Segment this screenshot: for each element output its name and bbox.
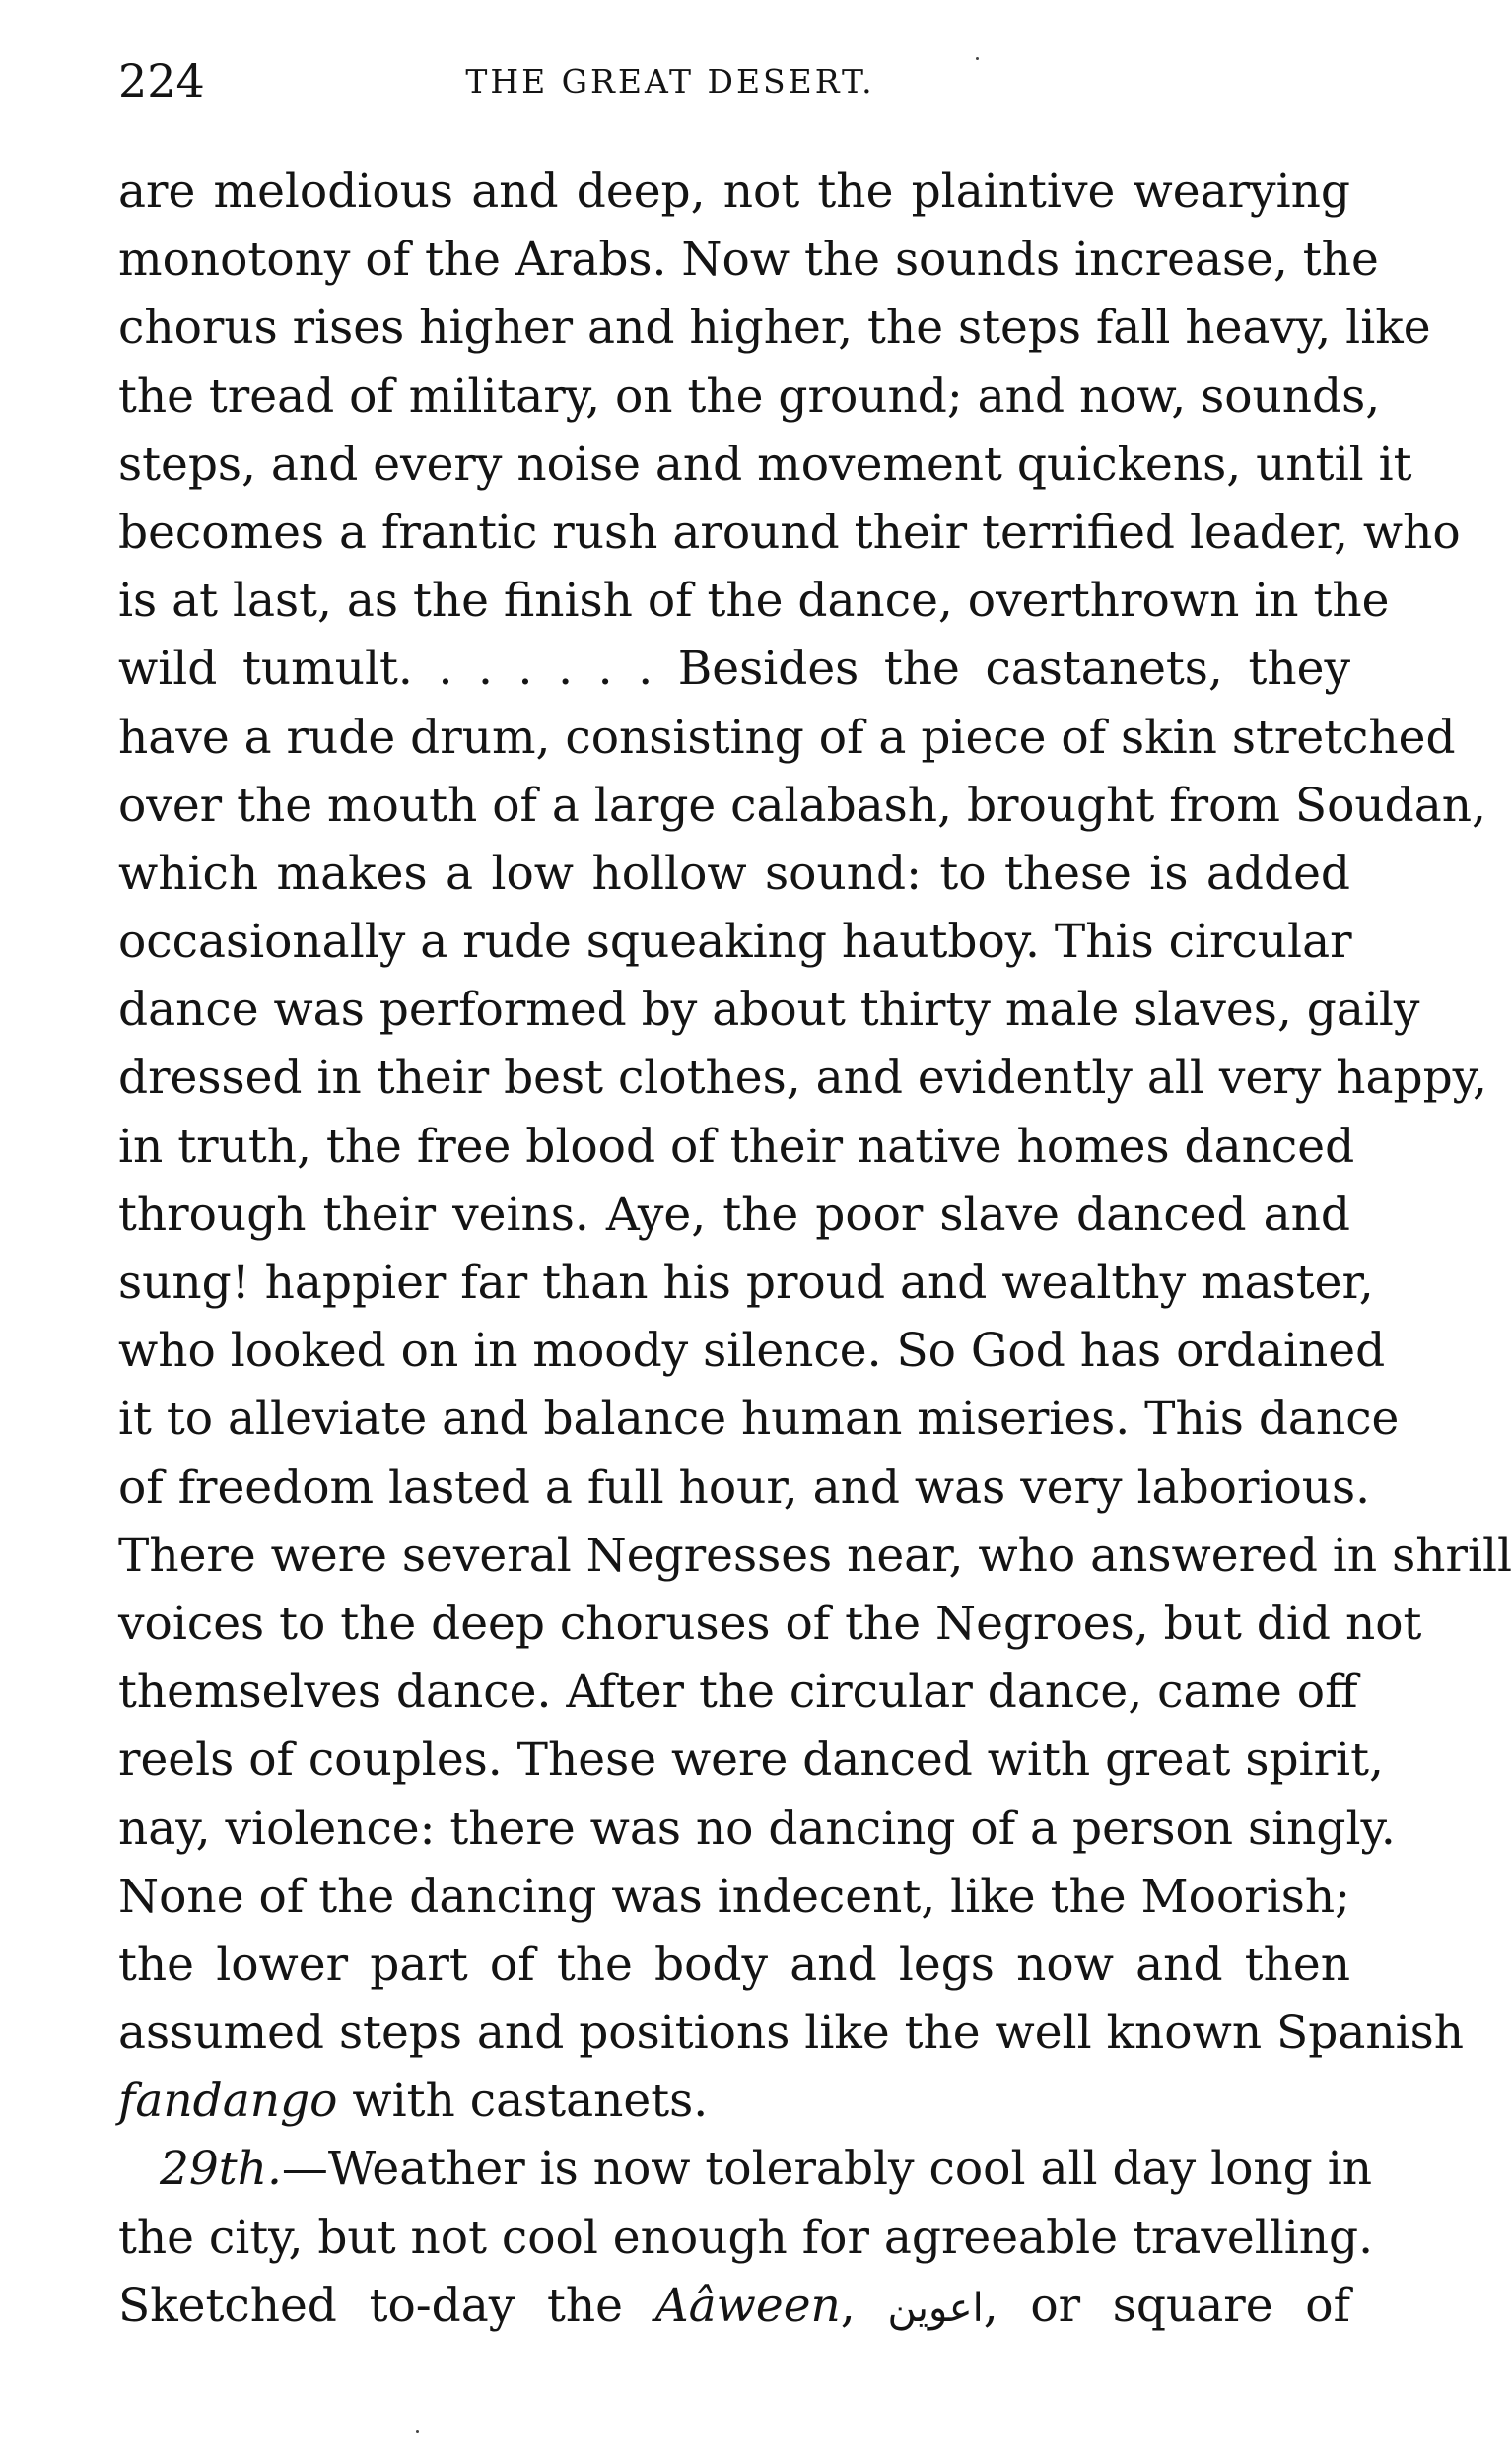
- text-line: over the mouth of a large calabash, brought from Soudan,: [118, 778, 1486, 833]
- print-speck: [416, 2430, 419, 2433]
- print-speck: [976, 57, 979, 60]
- line-text: with castanets.: [337, 2074, 709, 2129]
- text-line: wild tumult. . . . . . . Besides the castanets, they: [118, 642, 1350, 697]
- diary-entry-line-2: the city, but not cool enough for agreeable travelling.: [118, 2210, 1374, 2265]
- text-line: have a rude drum, consisting of a piece of skin stretched: [118, 710, 1456, 765]
- text-line: monotony of the Arabs. Now the sounds increase, the: [118, 233, 1379, 288]
- text-line: dance was performed by about thirty male slaves, gaily: [118, 983, 1420, 1038]
- line-text: , or square of: [983, 2278, 1350, 2333]
- text-line: are melodious and deep, not the plaintive wearying: [118, 165, 1350, 219]
- text-line: nay, violence: there was no dancing of a person singly.: [118, 1801, 1396, 1856]
- fandango-term: fandango: [118, 2074, 338, 2129]
- text-line: dressed in their best clothes, and evidently all very happy,: [118, 1051, 1487, 1106]
- text-line: becomes a frantic rush around their terrified leader, who: [118, 505, 1461, 560]
- paragraph-end-line: [118, 2067, 1350, 2135]
- text-line: steps, and every noise and movement quickens, until it: [118, 437, 1412, 492]
- text-line: assumed steps and positions like the well known Spanish: [118, 2006, 1465, 2061]
- entry-date: 29th.: [160, 2142, 282, 2197]
- text-line: None of the dancing was indecent, like the Moorish;: [118, 1869, 1350, 1924]
- text-line: of freedom lasted a full hour, and was very laborious.: [118, 1460, 1371, 1515]
- running-title: THE GREAT DESERT.: [465, 62, 875, 101]
- line-text: ,: [840, 2278, 888, 2333]
- body-text: [118, 158, 1512, 2340]
- text-line: reels of couples. These were danced with great spirit,: [118, 1733, 1384, 1788]
- text-line: who looked on in moody silence. So God has ordained: [118, 1324, 1386, 1379]
- text-line: themselves dance. After the circular dance, came off: [118, 1665, 1358, 1720]
- page-header: [118, 51, 1350, 110]
- place-name: Aâween: [654, 2278, 841, 2333]
- diary-entry-line-1: [118, 2135, 1372, 2203]
- text-line: it to alleviate and balance human miseries. This dance: [118, 1392, 1400, 1447]
- text-line: the tread of military, on the ground; and now, sounds,: [118, 369, 1381, 424]
- text-line: occasionally a rude squeaking hautboy. This circular: [118, 915, 1352, 970]
- text-line: chorus rises higher and higher, the steps fall heavy, like: [118, 301, 1431, 356]
- text-line: the lower part of the body and legs now and then: [118, 1937, 1350, 1992]
- text-line: is at last, as the finish of the dance, overthrown in the: [118, 574, 1390, 629]
- text-line: in truth, the free blood of their native homes danced: [118, 1119, 1355, 1174]
- text-line: sung! happier far than his proud and wealthy master,: [118, 1256, 1374, 1310]
- arabic-word: اعوين: [887, 2285, 984, 2331]
- line-text: —Weather is now tolerably cool all day long in: [281, 2142, 1372, 2197]
- text-line: voices to the deep choruses of the Negroes, but did not: [118, 1596, 1422, 1651]
- text-line: which makes a low hollow sound: to these is added: [118, 846, 1350, 901]
- line-text: Sketched to-day the: [118, 2278, 655, 2333]
- page-number: 224: [118, 54, 205, 107]
- diary-entry-line-3: [118, 2272, 1350, 2340]
- text-line: There were several Negresses near, who answered in shrill: [118, 1528, 1512, 1583]
- paragraph-dance-description: [118, 158, 1512, 2067]
- text-line: through their veins. Aye, the poor slave danced and: [118, 1187, 1350, 1242]
